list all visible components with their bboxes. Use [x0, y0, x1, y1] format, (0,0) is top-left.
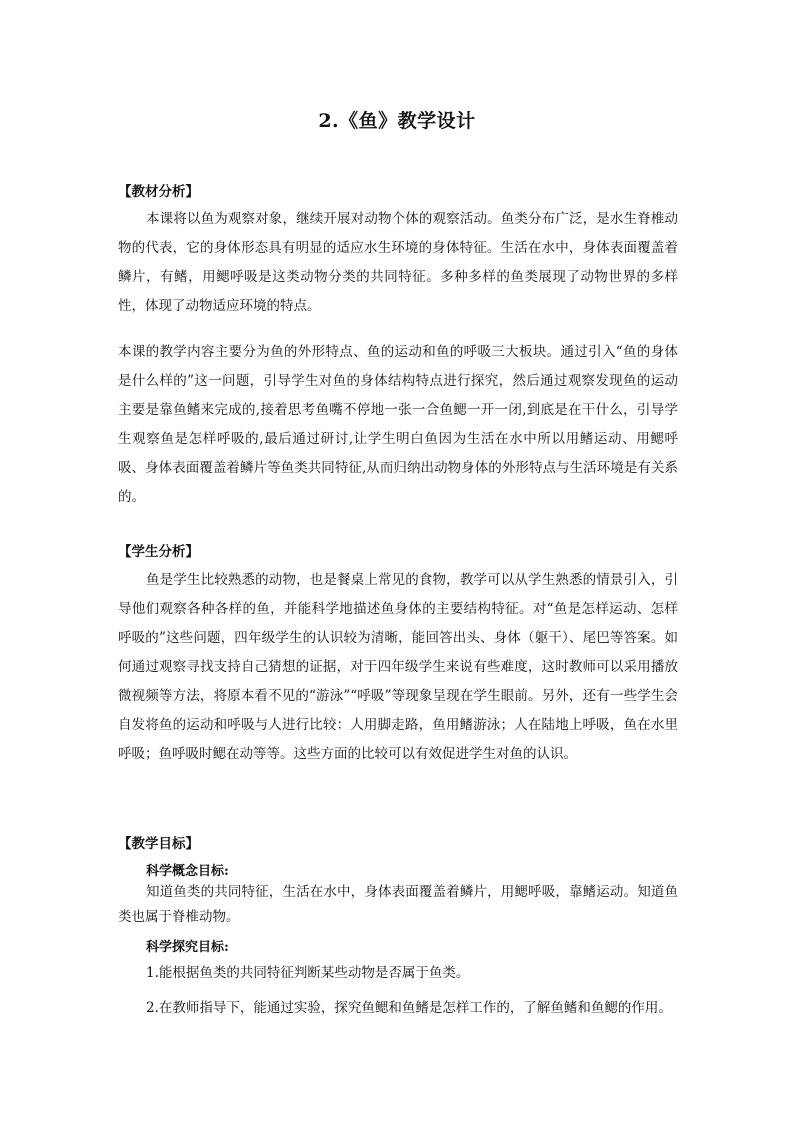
student-paragraph: 鱼是学生比较熟悉的动物，也是餐桌上常见的食物，教学可以从学生熟悉的情景引入，引导他们观察各种各样的鱼，并能科学地描述鱼身体的主要结构特征。对“鱼是怎样运动、怎样呼吸的”这些问题，四年级学生的认识较为清晰，能回答出头、身体（躯干）、尾巴等答案。如何通过观察寻找支持自己猜想的证据，对于四年级学生来说有些难度，这时教师可以采用播放微视频等方法，将原本看不见的“游泳”“呼吸”等现象呈现在学生眼前。另外，还有一些学生会自发将鱼的运动和呼吸与人进行比较：人用脚走路，鱼用鳍游泳；人在陆地上呼吸，鱼在水里呼吸；鱼呼吸时鳃在动等等。这些方面的比较可以有效促进学生对鱼的认识。 [118, 572, 678, 762]
inquiry-goal-item-2: 2.在教师指导下，能通过实验，探究鱼鳃和鱼鳍是怎样工作的，了解鱼鳍和鱼鳃的作用。 [146, 1000, 672, 1016]
inquiry-goal-item-1: 1.能根据鱼类的共同特征判断某些动物是否属于鱼类。 [146, 965, 470, 981]
inquiry-goal-label: 科学探究目标: [146, 940, 229, 955]
material-paragraph-1: 本课将以鱼为观察对象，继续开展对动物个体的观察活动。鱼类分布广泛，是水生脊椎动物的代表，它的身体形态具有明显的适应水生环境的身体特征。生活在水中，身体表面覆盖着鳞片，有鳍，用鳃呼吸是这类动物分类的共同特征。多种多样的鱼类展现了动物世界的多样性，体现了动物适应环境的特点。 [118, 211, 678, 314]
heading-teaching-goals: 【教学目标】 [118, 836, 199, 852]
heading-student-analysis: 【学生分析】 [118, 544, 199, 560]
document-title: 2.《鱼》教学设计 [318, 110, 476, 132]
concept-goal-label: 科学概念目标: [146, 864, 229, 879]
material-paragraph-2: 本课的教学内容主要分为鱼的外形特点、鱼的运动和鱼的呼吸三大板块。通过引入“鱼的身体是什么样的”这一问题，引导学生对鱼的身体结构特点进行探究，然后通过观察发现鱼的运动主要是靠鱼鳍来完成的,接着思考鱼嘴不停地一张一合鱼鳃一开一闭,到底是在干什么，引导学生观察鱼是怎样呼吸的,最后通过研讨,让学生明白鱼因为生活在水中所以用鳍运动、用鳃呼吸、身体表面覆盖着鳞片等鱼类共同特征,从而归纳出动物身体的外形特点与生活环境是有关系的。 [118, 344, 678, 505]
concept-goal-text: 知道鱼类的共同特征，生活在水中，身体表面覆盖着鳞片，用鳃呼吸，靠鳍运动。知道鱼类也属于脊椎动物。 [118, 884, 678, 925]
heading-material-analysis: 【教材分析】 [118, 184, 199, 200]
